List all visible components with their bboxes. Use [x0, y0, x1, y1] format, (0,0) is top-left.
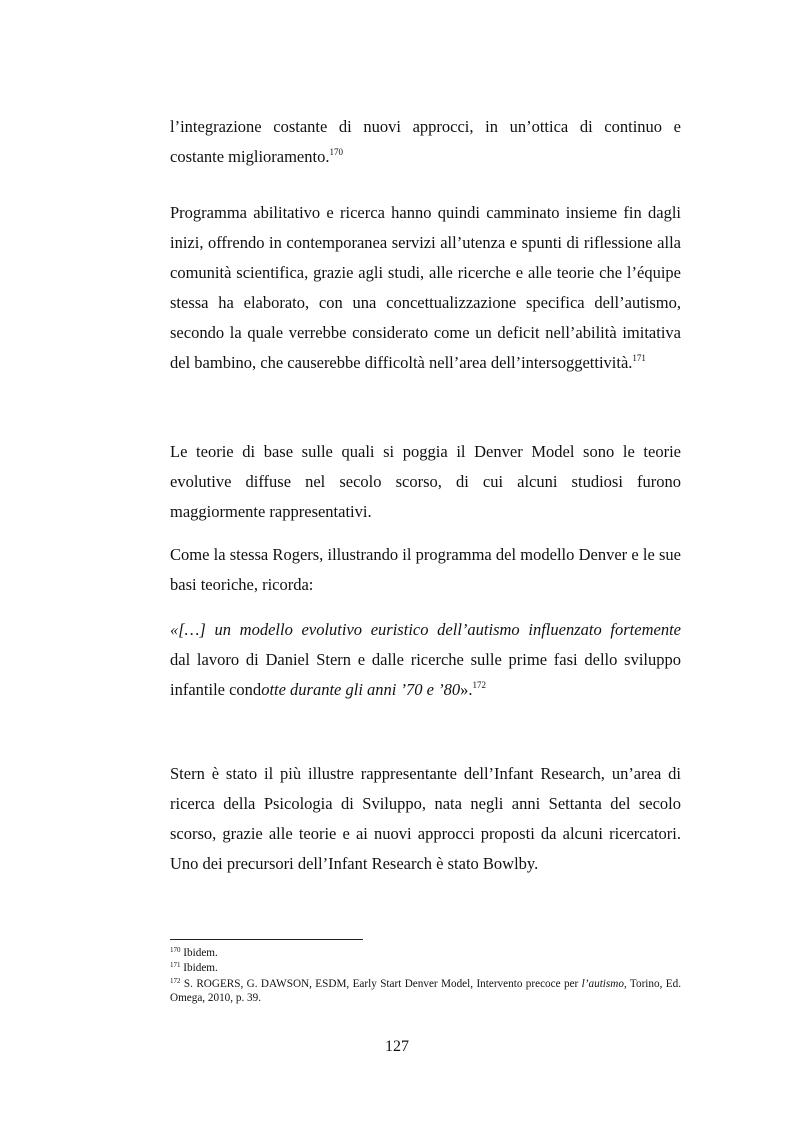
paragraph-3: Le teorie di base sulle quali si poggia il Denver Model sono le teorie evolutive diffuse nel secolo scorso, di cui alcuni studiosi furono maggiormente rappresentativi. [170, 442, 681, 521]
quotation-italic-text: «[…] un modello evolutivo euristico dell’autismo influenzato fortemente [170, 620, 681, 639]
paragraph-1-text: costante miglioramento. [170, 147, 330, 166]
paragraph-5: Stern è stato il più illustre rappresentante dell’Infant Research, un’area di ricerca della Psicologia di Sviluppo, nata negli anni Settanta del secolo scorso, grazie alle teorie e ai nuovi approcci proposti da alcuni ricercatori. Uno dei precursori dell’Infant Research è stato Bowlby. [170, 764, 681, 873]
footnote-number: 170 [170, 946, 181, 954]
footnote-text: Ibidem. [183, 962, 218, 974]
footnote-text: Ibidem. [183, 947, 218, 959]
footnote-number: 171 [170, 961, 181, 969]
footnote-ref-172: 172 [472, 680, 486, 690]
paragraph-1-line-2 [170, 142, 681, 172]
footnote-number: 172 [170, 977, 181, 985]
paragraph-1 [170, 112, 681, 172]
footnote-text-end: , Torino, Ed. Omega, 2010, p. 39. [170, 978, 682, 1004]
footnote-170 [170, 946, 681, 960]
quotation-line-3-plain: infantile cond [170, 680, 262, 699]
quotation-line-3 [170, 675, 681, 705]
footnote-172 [170, 977, 681, 1005]
quotation-line-1 [170, 615, 681, 645]
footnote-separator [170, 939, 363, 940]
page-number: 127 [385, 1038, 409, 1055]
quotation-line-3-end: ». [460, 680, 473, 699]
paragraph-2 [170, 198, 681, 378]
footnote-171 [170, 961, 681, 975]
paragraph-1-line-1: l’integrazione costante di nuovi approcci, in un’ottica di continuo e [170, 117, 681, 136]
footnote-text: S. ROGERS, G. DAWSON, ESDM, Early Start Denver Model, Intervento precoce per [183, 978, 579, 990]
paragraph-4: Come la stessa Rogers, illustrando il programma del modello Denver e le sue basi teoriche, ricorda: [170, 545, 681, 594]
paragraph-2-text: Programma abilitativo e ricerca hanno quindi camminato insieme fin dagli inizi, offrendo in contemporanea servizi all’utenza e spunti di riflessione alla comunità scientifica, grazie agli studi, alle ricerche e alle teorie che l’équipe stessa ha elaborato, con una concettualizzazione specifica dell’autismo, secondo la quale verrebbe considerato come un deficit nell’abilità imitativa del bambino, che causerebbe difficoltà nell’area dell’intersoggettività. [170, 203, 681, 372]
quotation-line-2: dal lavoro di Daniel Stern e dalle ricerche sulle prime fasi dello sviluppo [170, 650, 681, 669]
footnote-italic-text: l’autismo [581, 978, 624, 990]
quotation-line-3-italic: otte durante gli anni ’70 e ’80 [261, 680, 461, 699]
quotation [170, 615, 681, 705]
footnote-ref-170: 170 [329, 147, 343, 157]
footnote-ref-171: 171 [632, 353, 646, 363]
